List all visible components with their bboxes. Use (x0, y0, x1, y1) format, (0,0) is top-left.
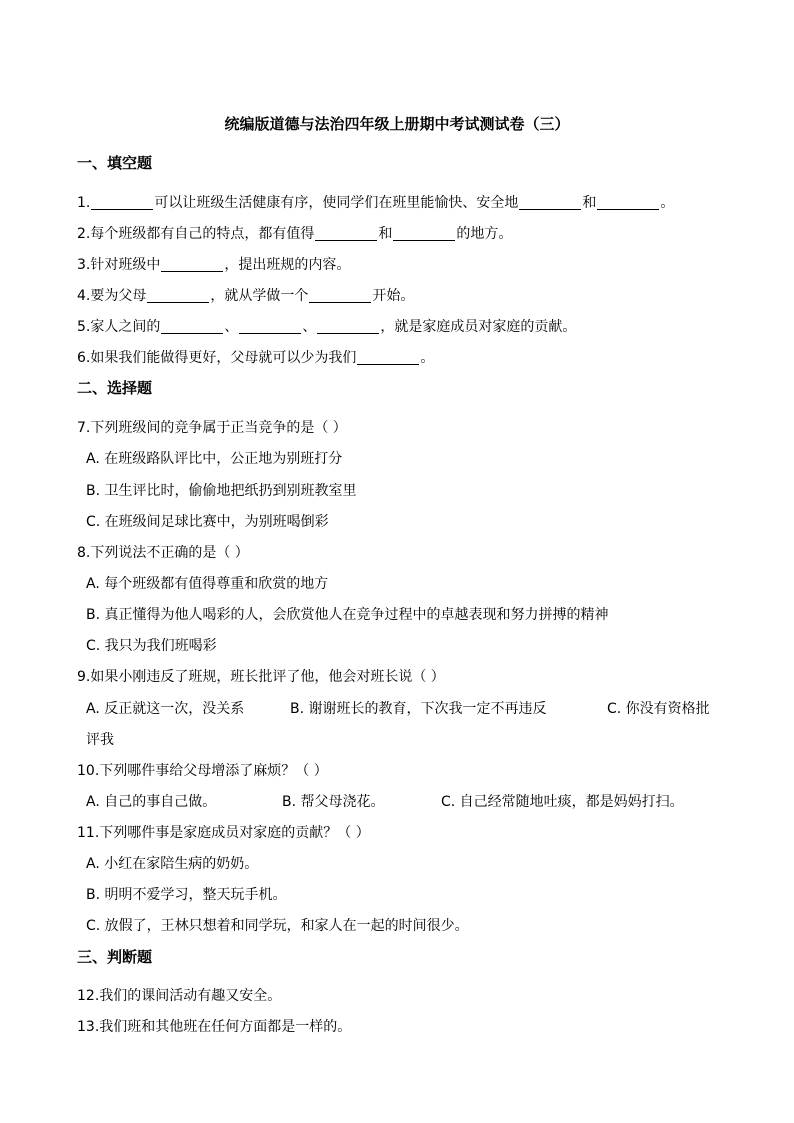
answer-blank[interactable] (597, 195, 659, 210)
option-11c[interactable]: C. 放假了，王林只想着和同学玩，和家人在一起的时间很少。 (86, 918, 469, 934)
question-text: ，就是家庭成员对家庭的贡献。 (380, 319, 577, 335)
option-9a[interactable]: A. 反正就这一次，没关系 (86, 701, 245, 717)
question-9-options (86, 699, 726, 719)
option-9b[interactable]: B. 谢谢班长的教育，下次我一定不再违反 (290, 701, 547, 717)
question-4 (77, 286, 414, 306)
answer-blank[interactable] (147, 288, 209, 303)
question-text: 6.如果我们能做得更好，父母就可以少为我们 (77, 350, 357, 366)
option-10a[interactable]: A. 自己的事自己做。 (86, 794, 217, 810)
question-text: 4.要为父母 (77, 288, 147, 304)
option-11b[interactable]: B. 明明不爱学习，整天玩手机。 (86, 887, 287, 903)
answer-blank[interactable] (161, 257, 223, 272)
question-text: 开始。 (372, 288, 415, 304)
option-10c[interactable]: C. 自己经常随地吐痰，都是妈妈打扫。 (441, 794, 684, 810)
option-7b[interactable]: B. 卫生评比时，偷偷地把纸扔到别班教室里 (86, 483, 357, 499)
question-11-stem: 11.下列哪件事是家庭成员对家庭的贡献？（ ） (77, 825, 370, 841)
option-8b[interactable]: B. 真正懂得为他人喝彩的人，会欣赏他人在竞争过程中的卓越表现和努力拼搏的精神 (86, 607, 609, 623)
answer-blank[interactable] (519, 195, 581, 210)
question-10-stem: 10.下列哪件事给父母增添了麻烦？（ ） (77, 763, 328, 779)
question-text: 和 (582, 195, 597, 211)
answer-blank[interactable] (357, 350, 419, 365)
question-text: 可以让班级生活健康有序，使同学们在班里能愉快、安全地 (154, 195, 519, 211)
option-11a[interactable]: A. 小红在家陪生病的奶奶。 (86, 856, 259, 872)
answer-blank[interactable] (309, 288, 371, 303)
question-6 (77, 348, 434, 368)
question-12: 12.我们的课间活动有趣又安全。 (77, 988, 282, 1004)
answer-blank[interactable] (317, 319, 379, 334)
question-9-stem: 9.如果小刚违反了班规，班长批评了他，他会对班长说（ ） (77, 669, 445, 685)
question-text: 5.家人之间的 (77, 319, 161, 335)
option-7c[interactable]: C. 在班级间足球比赛中，为别班喝倒彩 (86, 514, 329, 530)
answer-blank[interactable] (91, 195, 153, 210)
option-7a[interactable]: A. 在班级路队评比中，公正地为别班打分 (86, 451, 343, 467)
question-text: 的地方。 (456, 226, 513, 242)
section-heading-judge: 三、判断题 (77, 948, 153, 966)
question-text: 和 (378, 226, 393, 242)
option-9c-continued: 评我 (86, 732, 114, 748)
question-7-stem: 7.下列班级间的竞争属于正当竞争的是（ ） (77, 420, 347, 436)
question-text: 、 (224, 319, 239, 335)
question-8-stem: 8.下列说法不正确的是（ ） (77, 545, 249, 561)
question-text: 。 (660, 195, 675, 211)
option-9c[interactable]: C. 你没有资格批 (607, 701, 710, 717)
option-10b[interactable]: B. 帮父母浇花。 (282, 794, 385, 810)
page-title: 统编版道德与法治四年级上册期中考试测试卷（三） (224, 115, 570, 133)
section-heading-fill: 一、填空题 (77, 154, 153, 172)
question-1 (77, 193, 674, 213)
question-text: 3.针对班级中 (77, 257, 161, 273)
question-10-options (86, 792, 726, 812)
question-text: ，就从学做一个 (210, 288, 309, 304)
option-8a[interactable]: A. 每个班级都有值得尊重和欣赏的地方 (86, 576, 329, 592)
question-2 (77, 224, 512, 244)
question-13: 13.我们班和其他班在任何方面都是一样的。 (77, 1019, 352, 1035)
question-text: 2.每个班级都有自己的特点，都有值得 (77, 226, 315, 242)
question-5 (77, 317, 576, 337)
answer-blank[interactable] (161, 319, 223, 334)
option-8c[interactable]: C. 我只为我们班喝彩 (86, 638, 217, 654)
answer-blank[interactable] (393, 226, 455, 241)
answer-blank[interactable] (239, 319, 301, 334)
question-text: 。 (420, 350, 435, 366)
question-text: ，提出班规的内容。 (224, 257, 351, 273)
question-text: 1. (77, 195, 91, 211)
question-3 (77, 255, 350, 275)
section-heading-choice: 二、选择题 (77, 379, 153, 397)
answer-blank[interactable] (315, 226, 377, 241)
question-text: 、 (302, 319, 317, 335)
